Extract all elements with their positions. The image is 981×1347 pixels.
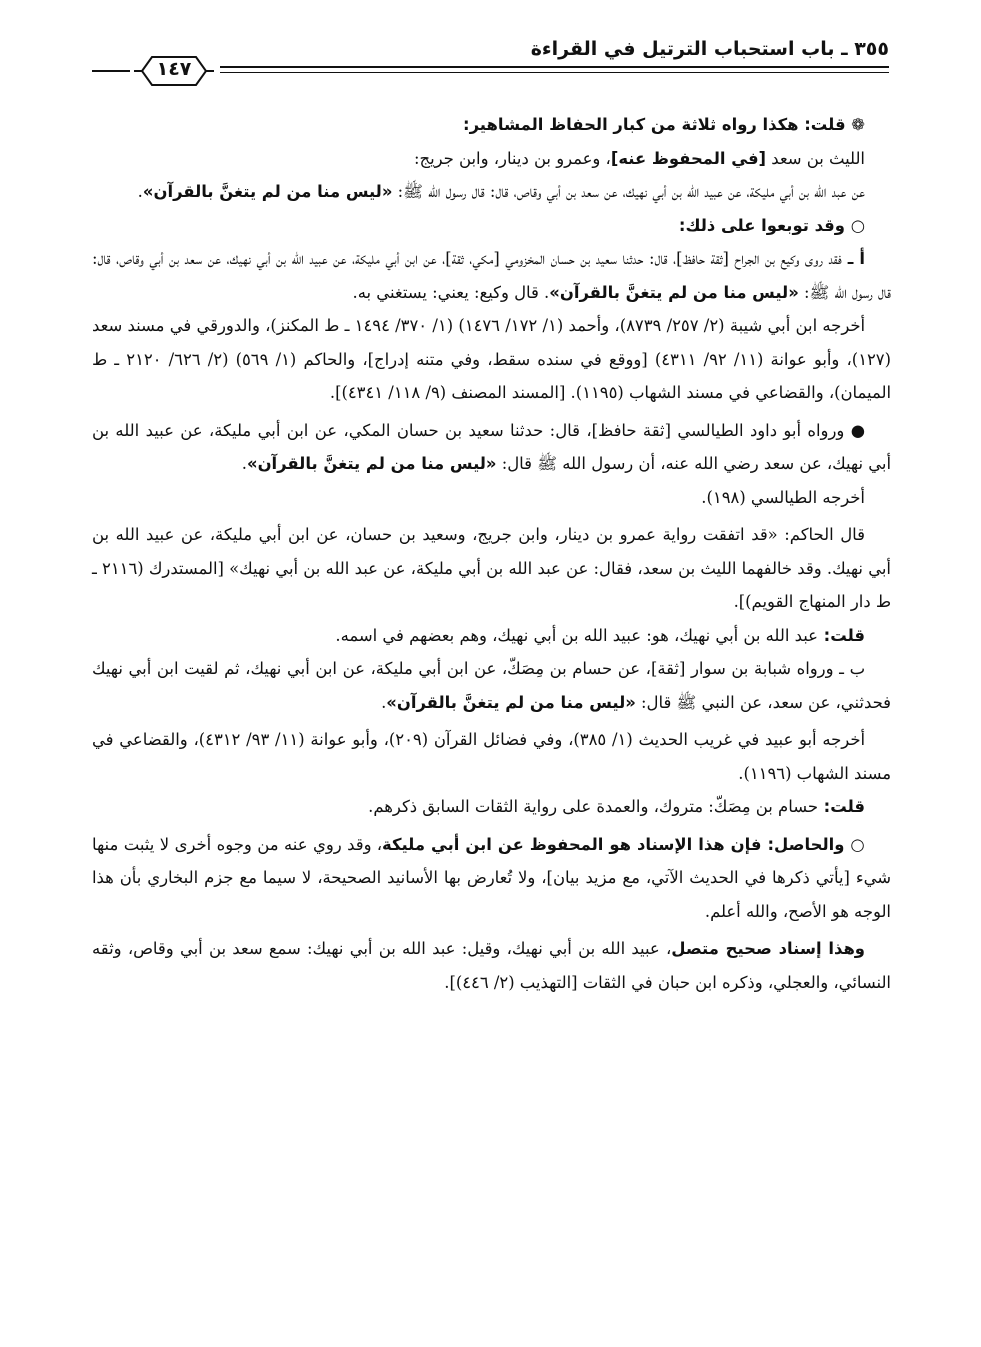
paragraph — [92, 309, 891, 410]
text-run: أخرجه أبو عبيد في غريب الحديث (١/ ٣٨٥)، وفي فضائل القرآن (٢٠٩)، وأبو عوانة (١١/ ٩٣/ ٤٣١٢)، والقضاعي في مسند الشهاب (١١٩٦). — [92, 730, 891, 783]
text-run: ، وقد روي عنه من وجوه أخرى لا يثبت منها شيء [يأتي ذكرها في الحديث الآتي، مع مزيد بيان]، ولا تُعارض بها الأسانيد الصحيحة، لا سيما مع جزم البخاري بأن هذا الوجه هو الأصح، والله أعلم. — [92, 834, 891, 921]
text-run: [في المحفوظ عنه] — [610, 148, 767, 168]
text-run: . — [241, 454, 247, 473]
page-number-badge — [132, 54, 216, 88]
page-number: ١٤٧ — [156, 58, 192, 80]
page-header — [92, 36, 889, 92]
text-run: ❁ قلت: هكذا رواه ثلاثة من كبار الحفاظ المشاهير: — [463, 115, 865, 134]
text-run: الليث بن سعد — [766, 148, 865, 168]
text-run: حسام بن مِصَكّ: متروك، والعمدة على رواية الثقات السابق ذكرهم. — [368, 797, 818, 816]
text-run: . — [137, 182, 143, 201]
text-run: عبد الله بن أبي نهيك، هو: عبيد الله بن أبي نهيك، وهم بعضهم في اسمه. — [335, 625, 818, 645]
paragraph — [92, 619, 891, 653]
body-text — [92, 108, 891, 999]
paragraph — [92, 108, 891, 142]
paragraph — [92, 723, 891, 790]
paragraph — [92, 828, 891, 929]
hadith-quote: «ليس منا من لم يتغنَّ بالقرآن» — [246, 454, 497, 473]
text-run: فقد روى وكيع بن الجراح [ثقة حافظ]، قال: حدثنا سعيد بن حسان المخزومي [مكي، ثقة]، عن ابن أبي مليكة، عن عبيد الله بن أبي نهيك، عن سعد بن أبي وقاص، قال: قال رسول الله ﷺ: — [92, 249, 891, 302]
hadith-quote: «ليس منا من لم يتغنَّ بالقرآن» — [386, 692, 636, 712]
text-run: عن عبد الله بن أبي مليكة، عن عبيد الله بن أبي نهيك، عن سعد بن أبي وقاص، قال: قال رسول الله ﷺ: — [392, 182, 865, 201]
text-run: ، عبيد الله بن أبي نهيك، وقيل: عبد الله بن أبي نهيك: سمع سعد بن أبي وقاص، وثقه النسائي، والعجلي، وذكره ابن حبان في الثقات [التهذيب (٢/ ٤٤٦)]. — [92, 939, 891, 992]
text-run: قلت: — [817, 797, 865, 816]
text-run: ، وعمرو بن دينار، وابن جريج: — [413, 148, 611, 168]
text-run: وهذا إسناد صحيح متصل — [671, 939, 865, 958]
text-run: أخرجه الطيالسي (١٩٨). — [701, 487, 865, 507]
text-run: ○ والحاصل: فإن هذا الإسناد هو المحفوظ عن ابن أبي مليكة — [382, 834, 865, 854]
text-run: قال الحاكم: «قد اتفقت رواية عمرو بن دينار، وابن جريج، وسعيد بن حسان، عن ابن أبي مليكة، عن عبيد الله بن أبي نهيك. وقد خالفهما الليث بن سعد، فقال: عن عبد الله بن أبي مليكة، عن عبد الله بن أبي نهيك» [المستدرك (٢١١٦ ـ ط دار المنهاج القويم)]. — [92, 525, 891, 611]
header-rule-thin — [220, 72, 889, 73]
header-rule-left — [92, 70, 130, 72]
paragraph — [92, 518, 891, 619]
text-run: ○ وقد توبعوا على ذلك: — [678, 215, 865, 235]
text-run: . — [381, 692, 387, 712]
text-run: أخرجه ابن أبي شيبة (٢/ ٢٥٧/ ٨٧٣٩)، وأحمد (١/ ١٧٢/ ١٤٧٦) (١/ ٣٧٠/ ١٤٩٤ ـ ط المكنز)، والدورقي في مسند سعد (١٢٧)، وأبو عوانة (١١/ ٩٢/ ٤٣١١) [ووقع في سنده سقط، وفي متنه إدراج]، والحاكم (١/ ٥٦٩) (٢/ ٦٢٦/ ٢١٢٠ ـ ط الميمان)، والقضاعي في مسند الشهاب (١١٩٥). [المسند المصنف (٩/ ١١٨/ ٤٣٤١)]. — [92, 316, 892, 402]
text-run: ب ـ ورواه شبابة بن سوار [ثقة]، عن حسام بن مِصَكّ، عن ابن أبي مليكة، عن ابن أبي نهيك، ثم لقيت ابن أبي نهيك فحدثني، عن سعد، عن النبي ﷺ قال: — [92, 659, 891, 712]
text-run: أ ـ — [841, 249, 865, 268]
text-run: . قال وكيع: يعني: يستغني به. — [352, 282, 550, 302]
text-run: ● ورواه أبو داود الطيالسي [ثقة حافظ]، قال: حدثنا سعيد بن حسان المكي، عن ابن أبي مليكة، عن عبيد الله بن أبي نهيك، عن سعد رضي الله عنه، أن رسول الله ﷺ قال: — [92, 420, 891, 473]
text-run: قلت: — [817, 625, 865, 645]
paragraph — [92, 790, 891, 824]
paragraph — [92, 175, 891, 209]
paragraph — [92, 652, 891, 719]
hadith-quote: «ليس منا من لم يتغنَّ بالقرآن» — [549, 282, 799, 302]
header-rule — [220, 66, 889, 68]
running-title: ٣٥٥ ـ باب استحباب الترتيل في القراءة — [530, 38, 889, 60]
hadith-quote: «ليس منا من لم يتغنَّ بالقرآن» — [142, 182, 393, 201]
paragraph — [92, 209, 891, 243]
paragraph — [92, 142, 891, 176]
paragraph — [92, 932, 891, 999]
paragraph — [92, 242, 891, 309]
paragraph — [92, 481, 891, 515]
paragraph — [92, 414, 891, 481]
